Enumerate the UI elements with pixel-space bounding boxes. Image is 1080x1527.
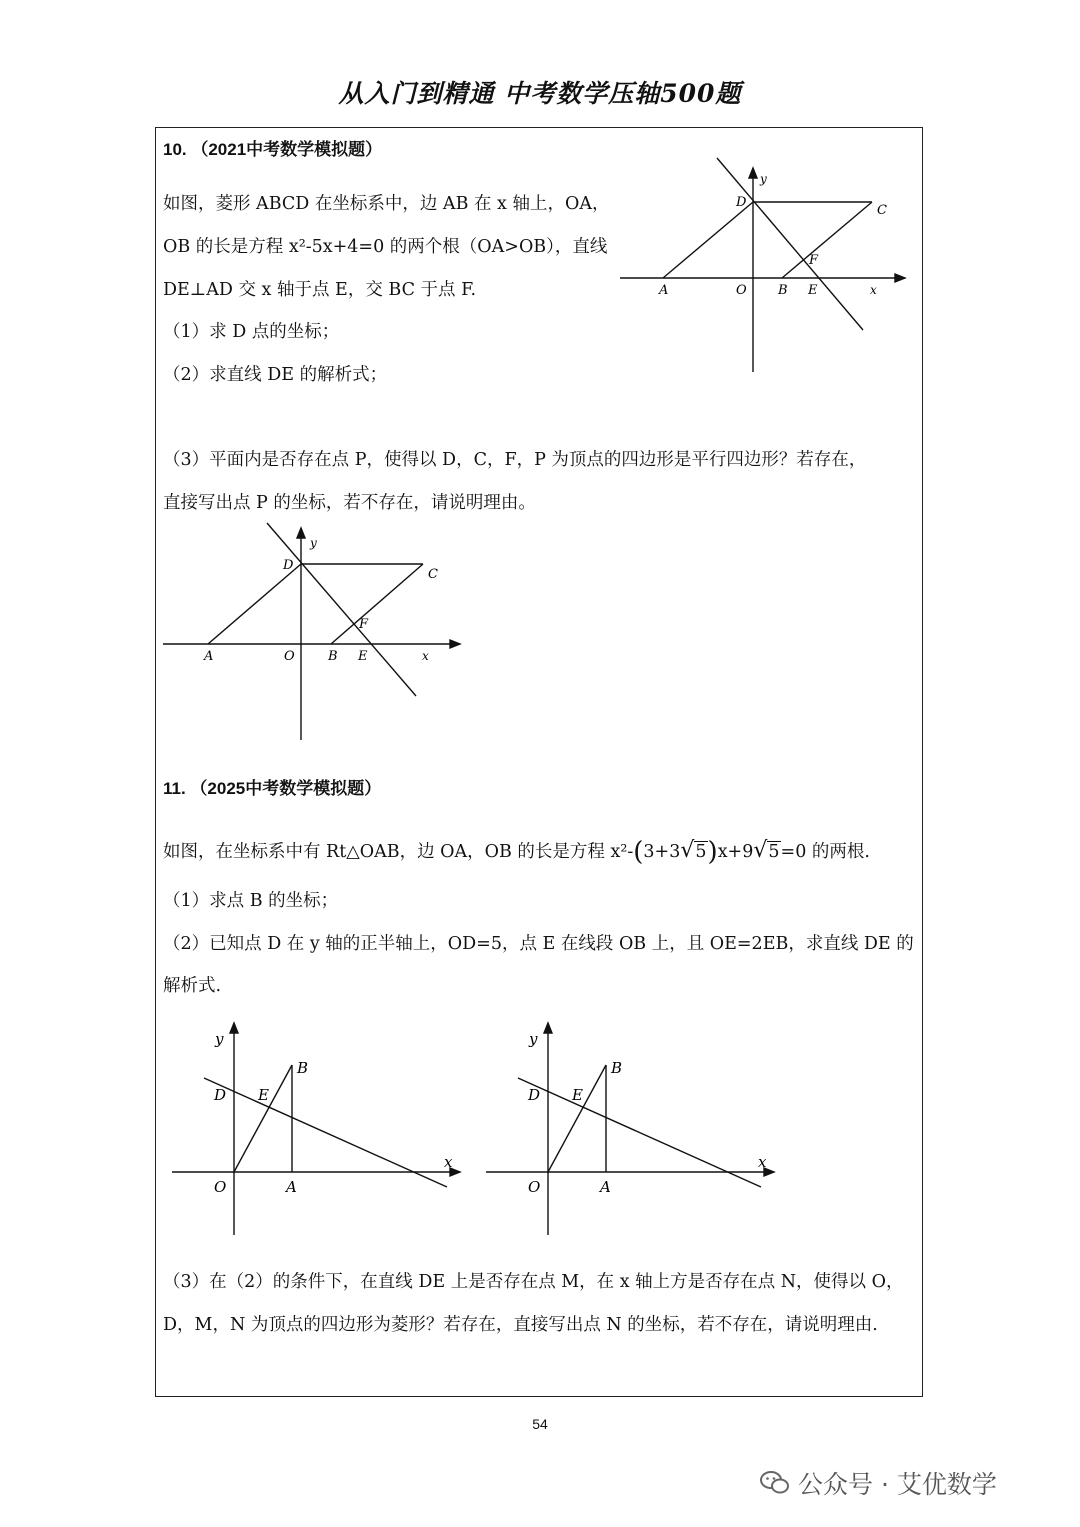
watermark-text: 公众号 · 艾优数学 bbox=[798, 1470, 997, 1499]
q10-title: 10. （2021中考数学模拟题） bbox=[163, 140, 383, 159]
q10-bottom-label-f: F bbox=[359, 617, 369, 632]
q11-left-label-x: x bbox=[444, 1153, 453, 1171]
q10-top-label-y: y bbox=[760, 172, 767, 186]
q11-right-label-y: y bbox=[529, 1030, 538, 1048]
q11-figure-left bbox=[170, 1020, 470, 1240]
q11-title: 11. （2025中考数学模拟题） bbox=[163, 779, 382, 798]
q10-top-label-c: C bbox=[877, 203, 887, 218]
q10-figure-bottom bbox=[160, 520, 480, 750]
q10-bottom-label-o: O bbox=[284, 649, 295, 664]
q10-bottom-label-d: D bbox=[283, 558, 294, 573]
q11-left-label-d: D bbox=[214, 1086, 227, 1104]
q11-part3-line2: D，M，N 为顶点的四边形为菱形？若存在，直接写出点 N 的坐标，若不存在，请说明理由. bbox=[163, 1315, 878, 1335]
q11-part3-line1: （3）在（2）的条件下，在直线 DE 上是否存在点 M，在 x 轴上方是否存在点 N，使得以 O， bbox=[163, 1272, 904, 1292]
q10-line2: OB 的长是方程 x²-5x+4=0 的两个根（OA>OB），直线 bbox=[163, 237, 608, 257]
q11-right-label-x: x bbox=[758, 1153, 767, 1171]
q11-line1-post: =0 的两根. bbox=[780, 842, 870, 862]
q10-top-label-e: E bbox=[808, 283, 818, 298]
q10-bottom-label-e: E bbox=[358, 649, 368, 664]
q10-top-label-a: A bbox=[659, 283, 669, 298]
q10-part1: （1）求 D 点的坐标； bbox=[163, 322, 340, 342]
q11-left-label-o: O bbox=[214, 1178, 227, 1196]
q10-bottom-label-c: C bbox=[428, 567, 438, 582]
q10-line1: 如图，菱形 ABCD 在坐标系中，边 AB 在 x 轴上，OA， bbox=[163, 194, 610, 214]
q10-bottom-label-b: B bbox=[328, 649, 338, 664]
q10-part2: （2）求直线 DE 的解析式； bbox=[163, 365, 388, 385]
q10-part3-line2: 直接写出点 P 的坐标，若不存在，请说明理由。 bbox=[163, 493, 536, 513]
q11-left-label-e: E bbox=[258, 1086, 269, 1104]
q11-figure-right bbox=[484, 1020, 784, 1240]
q11-line1-eq1: 3+3 bbox=[643, 842, 681, 862]
q11-right-label-e: E bbox=[572, 1086, 583, 1104]
q10-top-label-o: O bbox=[736, 283, 747, 298]
q10-bottom-label-a: A bbox=[204, 649, 214, 664]
watermark bbox=[760, 1465, 997, 1501]
q10-figure-top bbox=[600, 150, 920, 380]
wechat-icon bbox=[760, 1470, 790, 1496]
q11-line1-mid: x+9 bbox=[717, 842, 754, 862]
page-number: 54 bbox=[532, 1416, 548, 1432]
q11-right-label-a: A bbox=[600, 1178, 611, 1196]
page-title: 从入门到精通 中考数学压轴500题 bbox=[338, 79, 742, 108]
q10-part3-line1: （3）平面内是否存在点 P，使得以 D，C，F，P 为顶点的四边形是平行四边形？若存在， bbox=[163, 450, 867, 470]
q10-bottom-label-x: x bbox=[422, 649, 429, 663]
q11-line1: 如图，在坐标系中有 Rt△OAB，边 OA，OB 的长是方程 x²-(3+3√5)x+9√5=0 的两根. bbox=[163, 837, 870, 867]
q10-bottom-label-y: y bbox=[310, 536, 317, 550]
q10-top-label-f: F bbox=[809, 253, 819, 268]
q10-top-label-x: x bbox=[870, 283, 877, 297]
q11-left-label-y: y bbox=[215, 1030, 224, 1048]
q11-left-label-b: B bbox=[297, 1059, 309, 1077]
q11-line1-rad2: 5 bbox=[768, 842, 780, 862]
q11-left-label-a: A bbox=[286, 1178, 297, 1196]
q10-top-label-b: B bbox=[778, 283, 788, 298]
q10-line3: DE⊥AD 交 x 轴于点 E，交 BC 于点 F. bbox=[163, 280, 477, 300]
q11-right-label-d: D bbox=[528, 1086, 541, 1104]
q10-top-label-d: D bbox=[736, 195, 747, 210]
q11-part1: （1）求点 B 的坐标； bbox=[163, 891, 339, 911]
q11-line1-pre: 如图，在坐标系中有 Rt△OAB，边 OA，OB 的长是方程 x²- bbox=[163, 842, 634, 862]
q11-part2-line1: （2）已知点 D 在 y 轴的正半轴上，OD=5，点 E 在线段 OB 上，且 OE=2EB，求直线 DE 的 bbox=[163, 934, 914, 954]
q11-line1-rad1: 5 bbox=[695, 842, 707, 862]
q11-part2-line2: 解析式. bbox=[163, 976, 222, 996]
q11-right-label-o: O bbox=[528, 1178, 541, 1196]
q11-right-label-b: B bbox=[611, 1059, 623, 1077]
